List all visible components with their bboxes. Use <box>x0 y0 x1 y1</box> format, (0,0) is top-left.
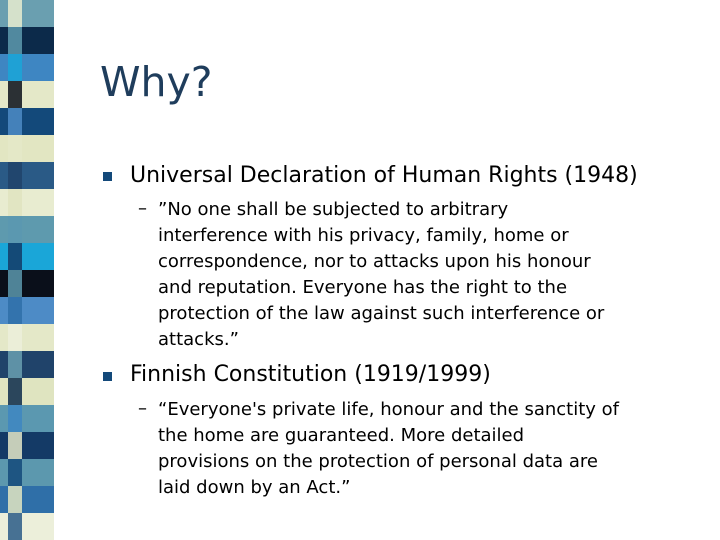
quote-line: laid down by an Act.” <box>158 477 351 498</box>
quote-line: provisions on the protection of personal data are <box>158 451 598 472</box>
stripe-tile-accent <box>8 432 22 459</box>
stripe-tile-accent <box>8 513 22 540</box>
stripe-tile-accent <box>8 108 22 135</box>
stripe-tile <box>0 54 54 81</box>
stripe-tile <box>0 297 54 324</box>
stripe-tile-accent <box>8 405 22 432</box>
bullet-square-icon <box>103 372 112 381</box>
stripe-tile <box>0 351 54 378</box>
stripe-tile-accent <box>8 297 22 324</box>
stripe-tile <box>0 432 54 459</box>
stripe-tile <box>0 189 54 216</box>
stripe-tile <box>0 486 54 513</box>
stripe-tile-accent <box>8 486 22 513</box>
stripe-tile <box>0 27 54 54</box>
quote-line: correspondence, nor to attacks upon his honour <box>158 251 591 272</box>
dash-marker: – <box>138 398 147 419</box>
stripe-tile-accent <box>8 81 22 108</box>
stripe-tile <box>0 513 54 540</box>
stripe-tile <box>0 162 54 189</box>
stripe-tile <box>0 378 54 405</box>
stripe-tile-accent <box>8 135 22 162</box>
stripe-tile-accent <box>8 27 22 54</box>
stripe-tile <box>0 135 54 162</box>
dash-marker: – <box>138 198 147 219</box>
stripe-tile-accent <box>8 189 22 216</box>
slide-title: Why? <box>100 58 213 106</box>
quote-line: and reputation. Everyone has the right to the <box>158 277 568 298</box>
stripe-tile-accent <box>8 270 22 297</box>
quote-line: ”No one shall be subjected to arbitrary <box>158 199 509 220</box>
bullet-square-icon <box>103 172 112 181</box>
stripe-tile <box>0 0 54 27</box>
item-heading: Universal Declaration of Human Rights (1948) <box>130 163 638 188</box>
quote-line: interference with his privacy, family, home or <box>158 225 569 246</box>
quote-line: protection of the law against such interference or <box>158 303 605 324</box>
stripe-tile <box>0 81 54 108</box>
stripe-tile <box>0 405 54 432</box>
stripe-tile <box>0 216 54 243</box>
stripe-tile-accent <box>8 162 22 189</box>
quote-line: attacks.” <box>158 329 239 350</box>
quote-line: the home are guaranteed. More detailed <box>158 425 525 446</box>
stripe-tile <box>0 459 54 486</box>
stripe-tile-accent <box>8 243 22 270</box>
stripe-tile-accent <box>8 351 22 378</box>
decorative-stripe <box>0 0 54 540</box>
stripe-tile-accent <box>8 459 22 486</box>
stripe-tile <box>0 324 54 351</box>
stripe-tile-accent <box>8 324 22 351</box>
stripe-tile <box>0 243 54 270</box>
stripe-tile-accent <box>8 216 22 243</box>
quote-line: “Everyone's private life, honour and the sanctity of <box>158 399 620 420</box>
stripe-tile-accent <box>8 0 22 27</box>
item-heading: Finnish Constitution (1919/1999) <box>130 362 491 387</box>
stripe-tile <box>0 270 54 297</box>
stripe-tile-accent <box>8 54 22 81</box>
stripe-tile-accent <box>8 378 22 405</box>
stripe-tile <box>0 108 54 135</box>
